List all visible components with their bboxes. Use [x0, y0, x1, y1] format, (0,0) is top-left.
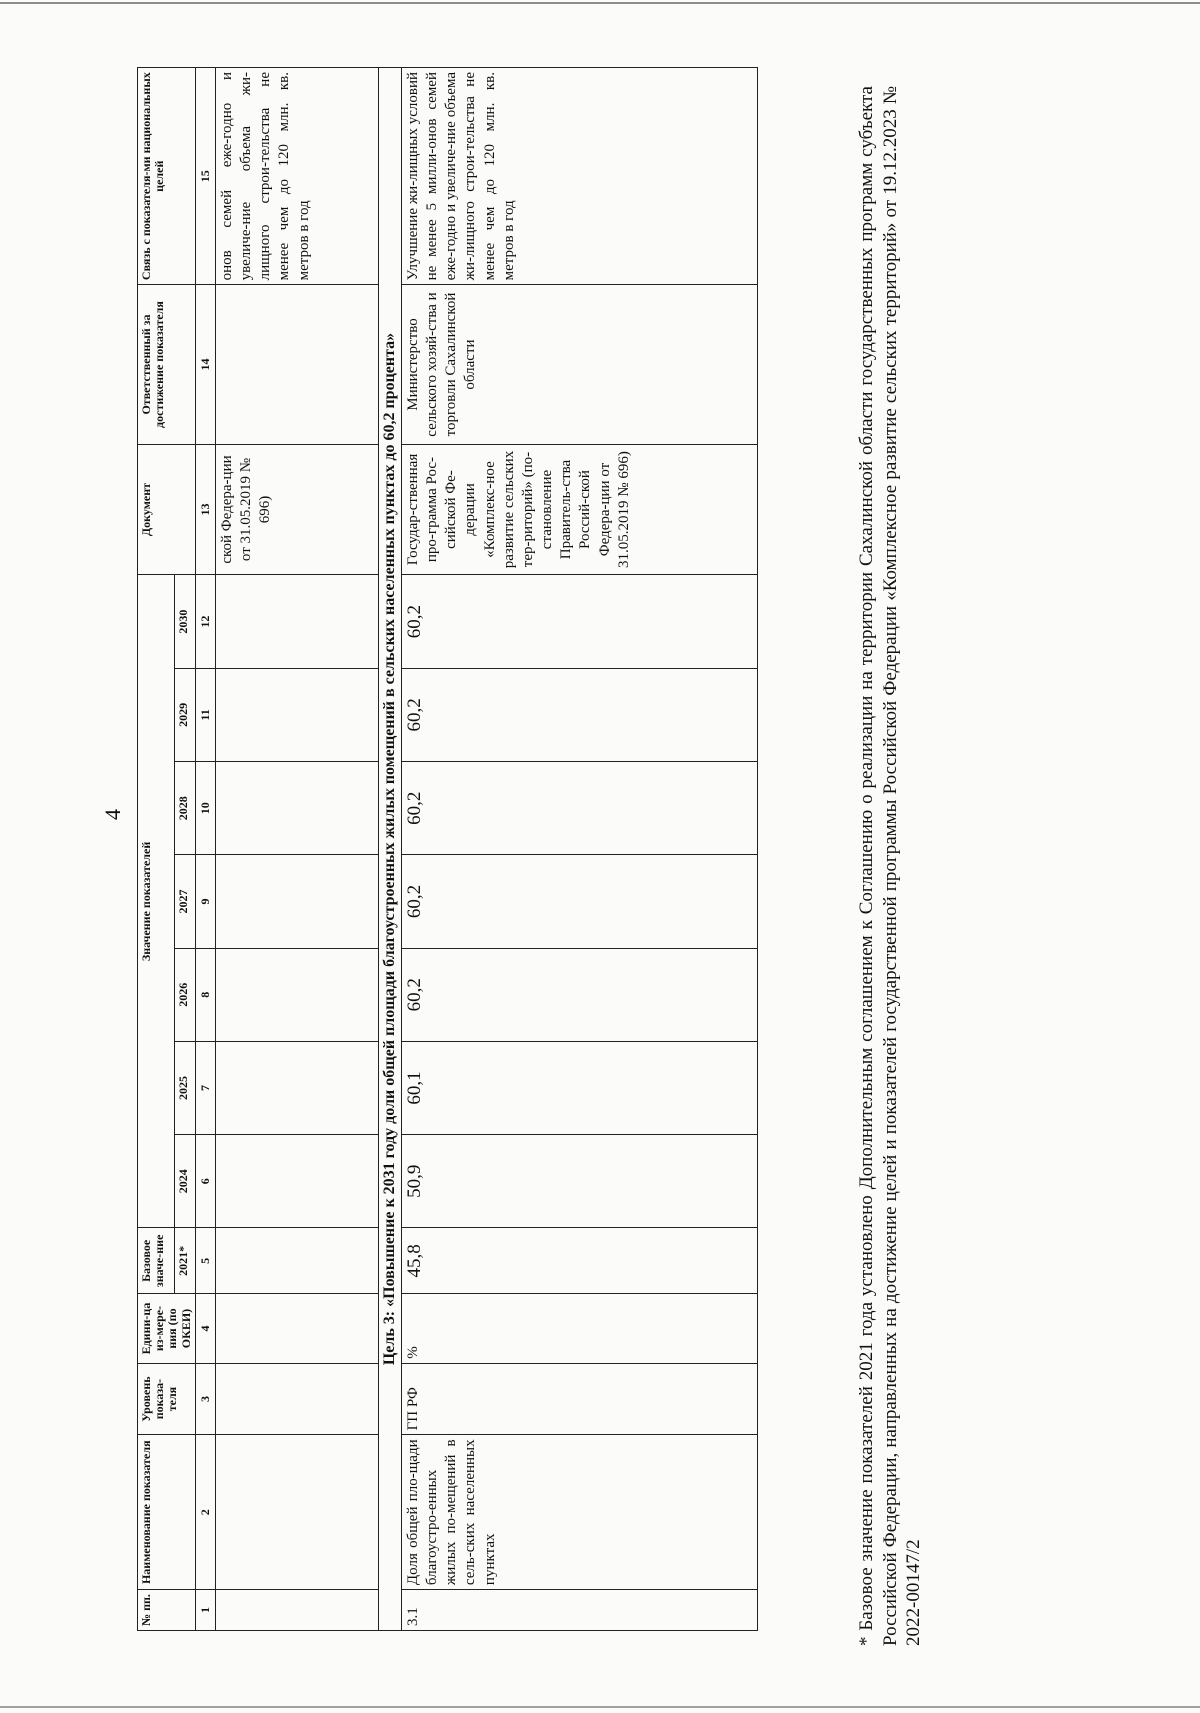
header-year-2028: 2028 [174, 762, 195, 855]
header-values-group: Значение показателей [138, 575, 175, 1228]
col-number: 13 [195, 444, 215, 575]
scan-edge-top [0, 2, 1200, 4]
indicator-level: ГП РФ [401, 1363, 757, 1435]
empty-cell [215, 575, 378, 668]
value-2027: 60,2 [401, 855, 757, 948]
header-base: Базовое значе-ние [138, 1228, 175, 1294]
header-row-1 [138, 68, 175, 1631]
col-number: 5 [195, 1228, 215, 1294]
empty-cell [215, 1228, 378, 1294]
indicators-table [137, 67, 758, 1631]
value-2029: 60,2 [401, 668, 757, 761]
goal-row [378, 68, 401, 1631]
header-unit: Едини-ца из-мере-ния (по ОКЕИ) [138, 1294, 196, 1363]
header-year-2027: 2027 [174, 855, 195, 948]
indicator-document: Государ-ственная про-грамма Рос-сийской Фе-дерации «Комплекс-ное развитие сельских тер-риторий» (по-становление Правитель-ства Россий-ской Федера-ции от 31.05.2019 № 696) [401, 444, 757, 575]
indicator-row-3-1 [401, 68, 757, 1631]
empty-cell [215, 855, 378, 948]
rotated-table-wrapper [137, 67, 847, 1631]
header-base-year: 2021* [174, 1228, 195, 1294]
indicator-national-goal-link: Улучшение жи-лищных условий не менее 5 милли-онов семей еже-годно и увеличе-ние объема жи-лищного строи-тельства не менее чем до 120 млн. кв. метров в год [401, 68, 757, 285]
header-document: Документ [138, 444, 196, 575]
empty-cell [215, 1590, 378, 1631]
continuation-row [215, 68, 378, 1631]
col-number: 8 [195, 948, 215, 1041]
col-number: 11 [195, 668, 215, 761]
header-name: Наименование показателя [138, 1435, 196, 1590]
col-number: 6 [195, 1135, 215, 1228]
col-number: 9 [195, 855, 215, 948]
goal-title: Цель 3: «Повышение к 2031 году доли общей площади благоустроенных жилых помещений в сельских населенных пунктах до 60,2 процента» [378, 68, 401, 1631]
header-year-2025: 2025 [174, 1041, 195, 1134]
empty-cell [215, 948, 378, 1041]
col-number: 2 [195, 1435, 215, 1590]
header-link: Связь с показателя-ми национальных целей [138, 68, 196, 285]
footnote: * Базовое значение показателей 2021 года установлено Дополнительным соглашением к Соглашению о реализации на территории Сахалинской области государственных программ субъекта Российской Федерации, направленных на достижение целей и показателей государственной программы Российской Федерации «Комплексное развитие сельских территорий» от 19.12.2023 № 2022-00147/2 [856, 86, 925, 1646]
col-number: 1 [195, 1590, 215, 1631]
continued-document-cell: ской Федера-ции от 31.05.2019 № 696) [215, 444, 378, 575]
header-year-2029: 2029 [174, 668, 195, 761]
header-year-2030: 2030 [174, 575, 195, 668]
header-level: Уровень показа-теля [138, 1363, 196, 1435]
empty-cell [215, 1041, 378, 1134]
value-2028: 60,2 [401, 762, 757, 855]
row-no: 3.1 [401, 1590, 757, 1631]
empty-cell [215, 285, 378, 444]
col-number: 15 [195, 68, 215, 285]
header-responsible: Ответственный за достижение показателя [138, 285, 196, 444]
empty-cell [215, 1294, 378, 1363]
value-2030: 60,2 [401, 575, 757, 668]
col-number: 7 [195, 1041, 215, 1134]
indicator-responsible: Министерство сельского хозяй-ства и торговли Сахалинской области [401, 285, 757, 444]
empty-cell [215, 1435, 378, 1590]
value-2024: 50,9 [401, 1135, 757, 1228]
continued-link-cell: онов семей еже-годно и увеличе-ние объема жи-лищного строи-тельства не менее чем до 120 млн. кв. метров в год [215, 68, 378, 285]
empty-cell [215, 1363, 378, 1435]
header-year-2024: 2024 [174, 1135, 195, 1228]
col-number: 10 [195, 762, 215, 855]
col-number: 4 [195, 1294, 215, 1363]
value-2026: 60,2 [401, 948, 757, 1041]
col-number: 3 [195, 1363, 215, 1435]
column-numbers-row [195, 68, 215, 1631]
empty-cell [215, 1135, 378, 1228]
empty-cell [215, 762, 378, 855]
value-2025: 60,1 [401, 1041, 757, 1134]
indicator-unit: % [401, 1294, 757, 1363]
empty-cell [215, 668, 378, 761]
header-year-2026: 2026 [174, 948, 195, 1041]
indicator-name: Доля общей пло-щади благоустро-енных жилых по-мещений в сель-ских населенных пунктах [401, 1435, 757, 1590]
page-number: 4 [100, 809, 125, 820]
col-number: 14 [195, 285, 215, 444]
scan-edge-bottom [0, 1706, 1200, 1708]
header-no: № пп. [138, 1590, 196, 1631]
indicator-base-value: 45,8 [401, 1228, 757, 1294]
col-number: 12 [195, 575, 215, 668]
